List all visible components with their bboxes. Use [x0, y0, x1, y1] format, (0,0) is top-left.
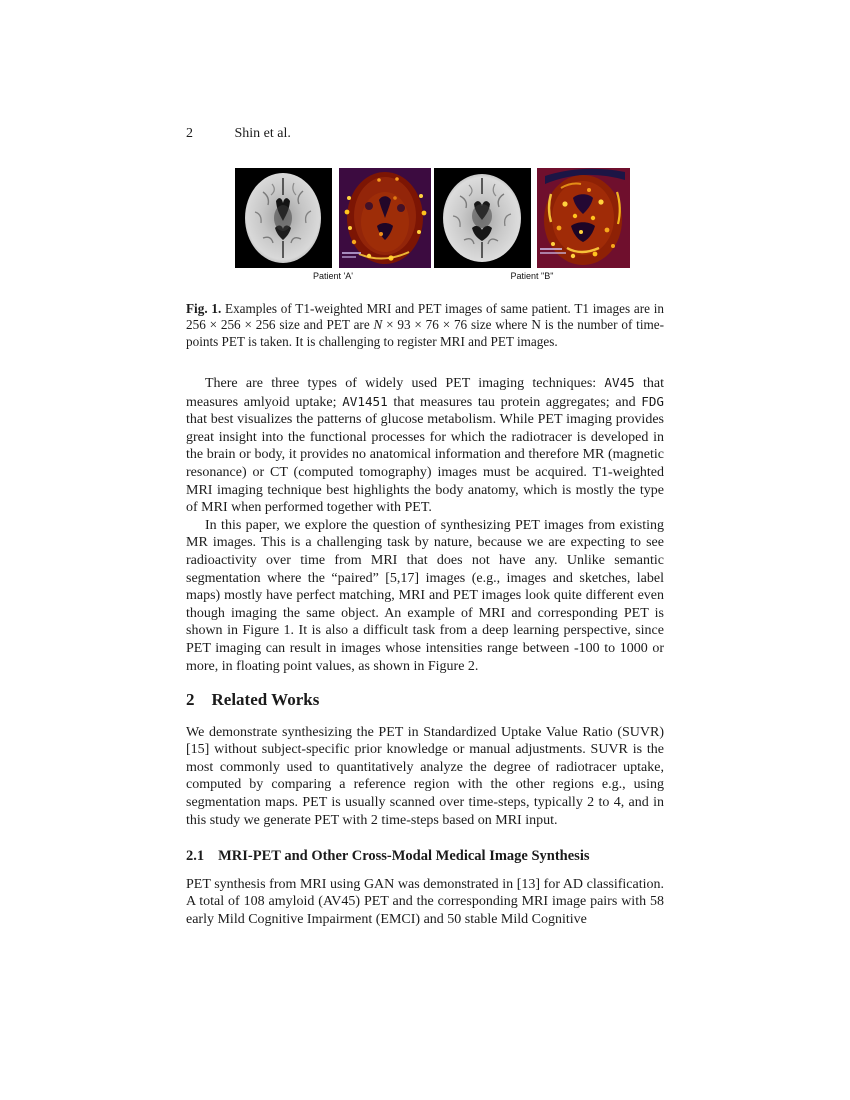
- subsection-heading-cross-modal: [186, 848, 664, 866]
- figure-1-caption: Fig. 1. Examples of T1-weighted MRI and PET images of same patient. T1 images are in 256 × 256 × 256 size and PET are N × 93 × 76 × 76 size where N is the number of time-points PET is taken. It is challenging to register MRI and PET images.: [186, 301, 664, 349]
- section-number: 2: [186, 690, 195, 710]
- mri-image-patient-a: [235, 168, 332, 268]
- figure-1: [186, 168, 664, 287]
- subsection-title: MRI-PET and Other Cross-Modal Medical Image Synthesis: [218, 848, 590, 865]
- paragraph-pet-techniques: There are three types of widely used PET imaging techniques: AV45 that measures amlyoid uptake; AV1451 that measures tau protein aggregates; and FDG that best visualizes the patterns of glucose metabolism. While PET imaging provides great insight into the functional processes for which the radiotracer is developed in the brain or body, it provides no anatomical information and therefore MR (magnetic resonance) or CT (computed tomography) images must be acquired. T1-weighted MRI imaging technique best highlights the body anatomy, which is mostly the type of MRI when performed together with PET.: [186, 375, 665, 516]
- paragraph-suvr: We demonstrate synthesizing the PET in Standardized Uptake Value Ratio (SUVR) [15] without subject-specific prior knowledge or manual adjustments. SUVR is the most commonly used to quantitatively analyze the degree of radiotracer uptake, computed by comparing a reference region with the other regions e.g., using segmentation maps. PET is usually scanned over time-steps, typically 2 to 4, and in this study we generate PET with 2 time-steps based on MRI input.: [186, 724, 664, 828]
- section-title: Related Works: [211, 690, 320, 710]
- section-heading-related-works: [186, 691, 664, 709]
- pet-image-patient-a: [339, 168, 431, 268]
- figure-label-patient-b: Patient "B": [510, 271, 554, 281]
- article-body: [186, 374, 664, 929]
- subsection-number: 2.1: [186, 848, 205, 865]
- running-title: Shin et al.: [234, 126, 291, 141]
- paragraph-gan-synthesis: PET synthesis from MRI using GAN was demonstrated in [13] for AD classification. A total of 108 amyloid (AV45) PET and the corresponding MRI image pairs with 58 early Mild Cognitive Impairment (EMCI) and 50 stable Mild Cognitive: [186, 876, 664, 928]
- figure-1-panels: [186, 168, 664, 268]
- figure-label-patient-a: Patient 'A': [313, 271, 353, 281]
- pet-image-patient-b: [537, 168, 630, 268]
- page-number: 2: [186, 126, 193, 141]
- mri-image-patient-b: [434, 168, 531, 268]
- paragraph-paper-goal: In this paper, we explore the question of synthesizing PET images from existing MR images. This is a challenging task by nature, because we are expecting to see radioactivity over time from MRI that does not have any. Unlike semantic segmentation where the “paired” [5,17] images (e.g., images and sketches, label maps) mostly have perfect matching, MRI and PET images look quite different even though imaging the same object. An example of MRI and corresponding PET is shown in Figure 1. It is also a difficult task from a deep learning perspective, since PET imaging can result in images whose intensities range between -100 to 1000 or more, in floating point values, as shown in Figure 2.: [186, 517, 664, 674]
- running-head: [186, 126, 291, 142]
- figure-1-panel-labels: [186, 271, 664, 287]
